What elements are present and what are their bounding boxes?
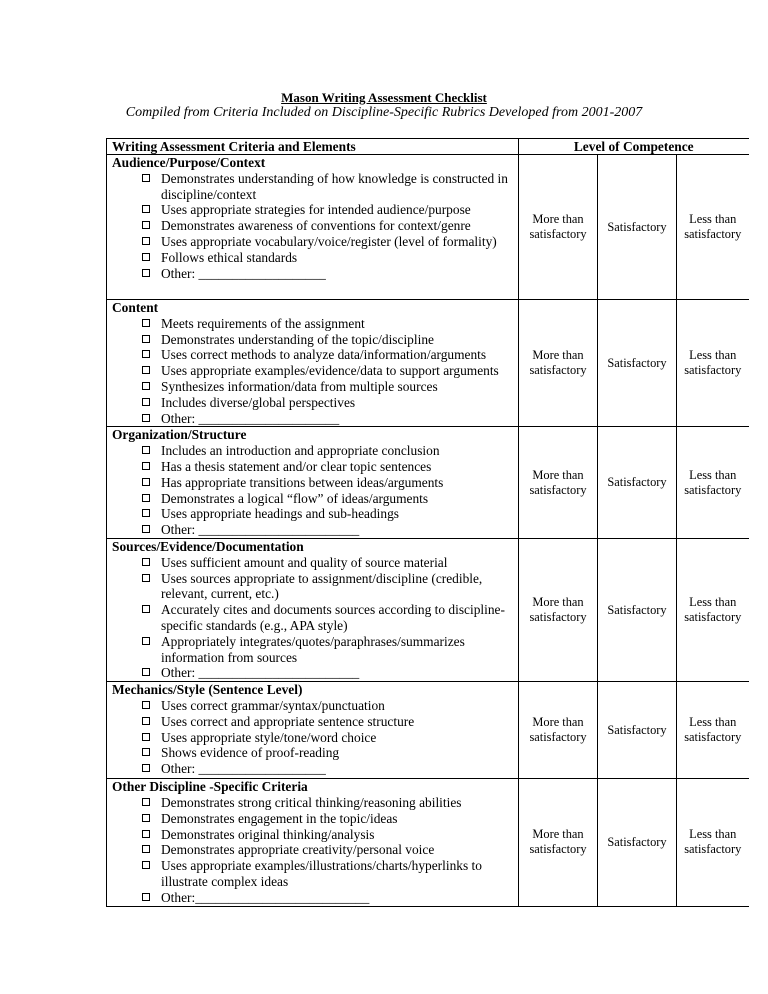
list-item-label: Follows ethical standards <box>161 249 298 265</box>
checkbox[interactable] <box>142 382 150 390</box>
list-item <box>112 890 518 906</box>
list-item <box>112 571 518 603</box>
checkbox[interactable] <box>142 221 150 229</box>
list-item-label: Demonstrates awareness of conventions for context/genre <box>161 218 471 234</box>
checkbox[interactable] <box>142 574 150 582</box>
list-item-label: Demonstrates understanding of the topic/discipline <box>161 331 434 347</box>
level-less-than-satisfactory[interactable]: Less than satisfactory <box>677 538 749 681</box>
list-item-label: Demonstrates engagement in the topic/ideas <box>161 810 398 826</box>
checkbox[interactable] <box>142 830 150 838</box>
checkbox[interactable] <box>142 861 150 869</box>
list-item <box>112 555 518 571</box>
criteria-cell <box>107 682 519 779</box>
checkbox[interactable] <box>142 462 150 470</box>
sections-body <box>107 155 749 907</box>
list-item <box>112 266 518 282</box>
checkbox[interactable] <box>142 269 150 277</box>
list-item-label: Other: ________________________ <box>161 522 360 538</box>
list-item-label: Other: _____________________ <box>161 410 340 426</box>
list-item <box>112 459 518 475</box>
document-title: Mason Writing Assessment Checklist <box>281 90 487 105</box>
list-item <box>112 714 518 730</box>
list-item-label: Shows evidence of proof-reading <box>161 745 340 761</box>
level-satisfactory[interactable]: Satisfactory <box>598 682 677 779</box>
list-item <box>112 347 518 363</box>
checkbox[interactable] <box>142 893 150 901</box>
list-item-label: Uses appropriate headings and sub-headings <box>161 506 399 522</box>
list-item <box>112 363 518 379</box>
checkbox[interactable] <box>142 366 150 374</box>
checkbox[interactable] <box>142 205 150 213</box>
checkbox[interactable] <box>142 446 150 454</box>
section-title: Mechanics/Style (Sentence Level) <box>112 682 303 698</box>
checkbox[interactable] <box>142 637 150 645</box>
checkbox[interactable] <box>142 558 150 566</box>
list-item <box>112 506 518 522</box>
list-item-label: Uses correct methods to analyze data/information/arguments <box>161 347 487 363</box>
list-item-label: Has appropriate transitions between ideas/arguments <box>161 474 444 490</box>
section-title: Content <box>112 300 159 315</box>
criteria-list <box>112 443 518 538</box>
list-item <box>112 761 518 777</box>
list-item <box>112 395 518 411</box>
level-satisfactory[interactable]: Satisfactory <box>598 155 677 300</box>
list-item <box>112 745 518 761</box>
list-item <box>112 379 518 395</box>
criteria-list <box>112 795 518 906</box>
level-less-than-satisfactory[interactable]: Less than satisfactory <box>677 682 749 779</box>
list-item <box>112 827 518 843</box>
criteria-cell <box>107 779 519 906</box>
list-item-label: Includes an introduction and appropriate conclusion <box>161 443 440 459</box>
list-item-label: Demonstrates a logical “flow” of ideas/arguments <box>161 490 429 506</box>
list-item <box>112 202 518 218</box>
checkbox[interactable] <box>142 525 150 533</box>
checkbox[interactable] <box>142 350 150 358</box>
checkbox[interactable] <box>142 335 150 343</box>
list-item-label: Demonstrates strong critical thinking/reasoning abilities <box>161 794 462 810</box>
level-less-than-satisfactory[interactable]: Less than satisfactory <box>677 779 749 906</box>
level-more-than-satisfactory[interactable]: More than satisfactory <box>519 779 598 906</box>
list-item <box>112 811 518 827</box>
criteria-cell <box>107 155 519 300</box>
criteria-list <box>112 555 518 681</box>
list-item <box>112 858 518 890</box>
checkbox[interactable] <box>142 478 150 486</box>
list-item-label: Other: ___________________ <box>161 761 326 777</box>
level-more-than-satisfactory[interactable]: More than satisfactory <box>519 427 598 539</box>
list-item <box>112 171 518 203</box>
table-row <box>107 682 749 779</box>
checkbox[interactable] <box>142 237 150 245</box>
section-title: Sources/Evidence/Documentation <box>112 538 304 554</box>
list-item-label: Demonstrates original thinking/analysis <box>161 826 375 842</box>
checkbox[interactable] <box>142 764 150 772</box>
list-item <box>112 730 518 746</box>
level-more-than-satisfactory[interactable]: More than satisfactory <box>519 538 598 681</box>
section-title: Organization/Structure <box>112 427 247 443</box>
list-item <box>112 332 518 348</box>
list-item-label: Includes diverse/global perspectives <box>161 394 356 410</box>
level-less-than-satisfactory[interactable]: Less than satisfactory <box>677 427 749 539</box>
table-row <box>107 538 749 681</box>
checkbox[interactable] <box>142 798 150 806</box>
checkbox[interactable] <box>142 509 150 517</box>
checkbox[interactable] <box>142 253 150 261</box>
list-item-label: Other: ________________________ <box>161 665 360 681</box>
level-more-than-satisfactory[interactable]: More than satisfactory <box>519 682 598 779</box>
level-satisfactory[interactable]: Satisfactory <box>598 427 677 539</box>
list-item <box>112 250 518 266</box>
checkbox[interactable] <box>142 701 150 709</box>
list-item <box>112 665 518 681</box>
list-item <box>112 491 518 507</box>
checkbox[interactable] <box>142 319 150 327</box>
document-subtitle: Compiled from Criteria Included on Discipline-Specific Rubrics Developed from 2001-2007 <box>125 105 643 120</box>
criteria-cell <box>107 538 519 681</box>
list-item <box>112 411 518 427</box>
list-item <box>112 634 518 666</box>
list-item-label: Synthesizes information/data from multiple sources <box>161 378 438 394</box>
list-item <box>112 475 518 491</box>
list-item-label: Demonstrates appropriate creativity/personal voice <box>161 842 435 858</box>
list-item-label: Uses sources appropriate to assignment/discipline (credible, relevant, current, etc.) <box>161 570 483 602</box>
list-item-label: Uses correct grammar/syntax/punctuation <box>161 697 385 713</box>
checkbox[interactable] <box>142 748 150 756</box>
table-row <box>107 300 749 427</box>
list-item-label: Uses appropriate examples/evidence/data to support arguments <box>161 363 499 379</box>
level-less-than-satisfactory[interactable]: Less than satisfactory <box>677 300 749 427</box>
list-item <box>112 443 518 459</box>
criteria-list <box>112 316 518 427</box>
checkbox[interactable] <box>142 668 150 676</box>
checkbox[interactable] <box>142 494 150 502</box>
checkbox[interactable] <box>142 717 150 725</box>
list-item-label: Other:__________________________ <box>161 889 370 905</box>
list-item <box>112 234 518 250</box>
level-column-header: Level of Competence <box>519 139 749 155</box>
table-row <box>107 779 749 906</box>
criteria-cell <box>107 427 519 539</box>
list-item-label: Uses appropriate style/tone/word choice <box>161 729 377 745</box>
criteria-list <box>112 171 518 282</box>
table-row <box>107 427 749 539</box>
checkbox[interactable] <box>142 414 150 422</box>
section-title: Audience/Purpose/Context <box>112 155 266 170</box>
list-item-label: Has a thesis statement and/or clear topic sentences <box>161 458 432 474</box>
checkbox[interactable] <box>142 733 150 741</box>
checkbox[interactable] <box>142 398 150 406</box>
level-less-than-satisfactory[interactable]: Less than satisfactory <box>677 155 749 300</box>
checkbox[interactable] <box>142 605 150 613</box>
checkbox[interactable] <box>142 814 150 822</box>
checkbox[interactable] <box>142 174 150 182</box>
list-item <box>112 602 518 634</box>
list-item-label: Uses correct and appropriate sentence structure <box>161 713 415 729</box>
list-item-label: Uses appropriate vocabulary/voice/register (level of formality) <box>161 233 497 249</box>
table-header-row <box>107 139 749 155</box>
table-row <box>107 155 749 300</box>
level-more-than-satisfactory[interactable]: More than satisfactory <box>519 300 598 427</box>
criteria-column-header: Writing Assessment Criteria and Elements <box>107 139 519 155</box>
level-satisfactory[interactable]: Satisfactory <box>598 300 677 427</box>
list-item <box>112 698 518 714</box>
level-satisfactory[interactable]: Satisfactory <box>598 538 677 681</box>
criteria-list <box>112 698 518 777</box>
list-item-label: Meets requirements of the assignment <box>161 315 365 331</box>
list-item <box>112 522 518 538</box>
section-title: Other Discipline -Specific Criteria <box>112 779 308 795</box>
list-item <box>112 218 518 234</box>
list-item <box>112 795 518 811</box>
level-more-than-satisfactory[interactable]: More than satisfactory <box>519 155 598 300</box>
list-item <box>112 842 518 858</box>
list-item-label: Appropriately integrates/quotes/paraphrases/summarizes information from sources <box>161 633 465 665</box>
checkbox[interactable] <box>142 845 150 853</box>
list-item-label: Accurately cites and documents sources according to discipline-specific standards (e.g., APA style) <box>161 602 505 633</box>
criteria-cell <box>107 300 519 427</box>
list-item-label: Uses appropriate examples/illustrations/charts/hyperlinks to illustrate complex ideas <box>161 858 482 889</box>
level-satisfactory[interactable]: Satisfactory <box>598 779 677 906</box>
assessment-table <box>106 138 749 907</box>
list-item-label: Demonstrates understanding of how knowledge is constructed in discipline/context <box>161 170 508 202</box>
list-item-label: Uses appropriate strategies for intended audience/purpose <box>161 202 471 218</box>
list-item-label: Other: ___________________ <box>161 265 326 281</box>
list-item-label: Uses sufficient amount and quality of source material <box>161 554 448 570</box>
list-item <box>112 316 518 332</box>
